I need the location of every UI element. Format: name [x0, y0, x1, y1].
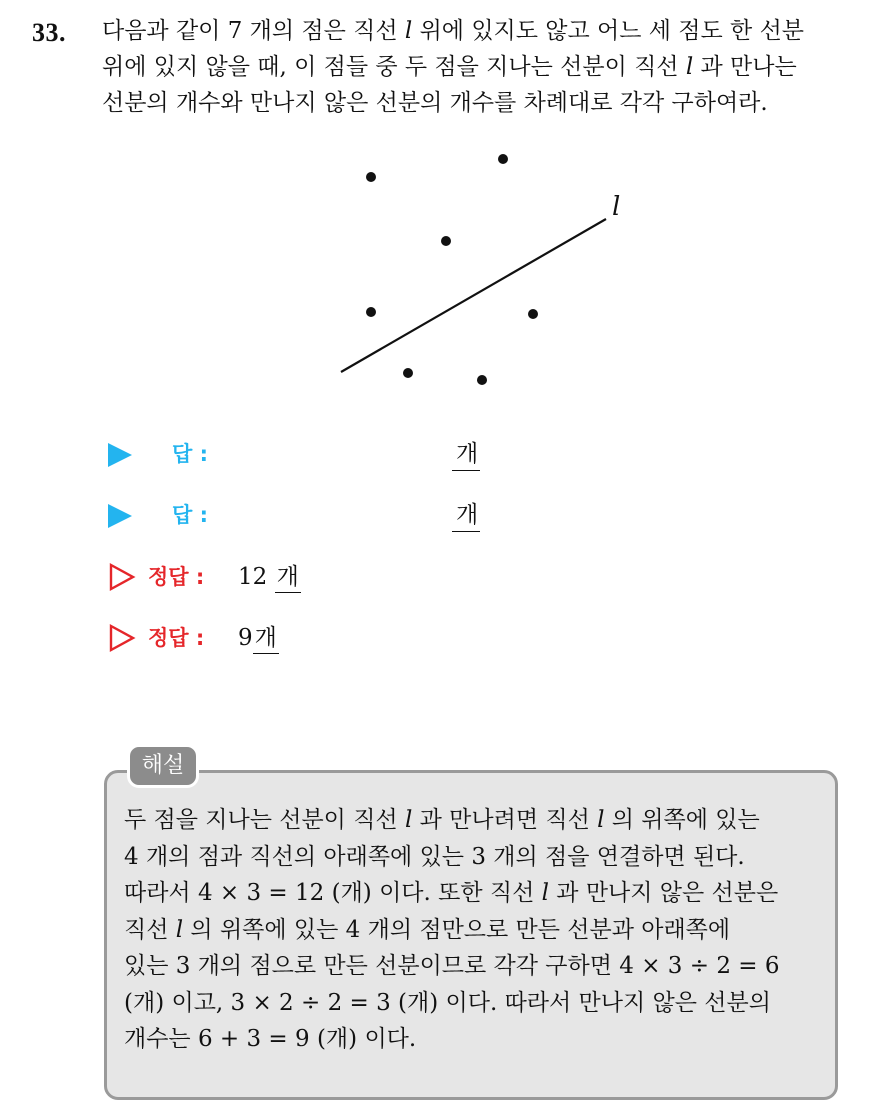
question-number: 33. — [32, 18, 66, 47]
line-symbol: l — [685, 54, 694, 80]
solution-line — [124, 948, 824, 985]
point — [441, 236, 451, 246]
question-text-segment: 위에 있지 않을 때, 이 점들 중 두 점을 지나는 선분이 직선 — [102, 54, 686, 80]
solution-text-segment: 따라서 4 × 3 = 12 (개) 이다. 또한 직선 — [124, 880, 542, 906]
solution-line — [124, 985, 824, 1022]
solution-text-segment: 있는 3 개의 점으로 만든 선분이므로 각각 구하면 4 × 3 ÷ 2 = 6 — [124, 953, 780, 979]
point — [498, 154, 508, 164]
correct-unit: 개 — [253, 625, 279, 654]
line-symbol: l — [404, 18, 413, 44]
answer-blank[interactable]: 개 — [452, 496, 480, 532]
point — [528, 309, 538, 319]
correct-value: 12 — [238, 564, 268, 590]
solution-line — [124, 802, 824, 839]
solution-line — [124, 1021, 824, 1058]
solution-text-segment: 의 위쪽에 있는 — [604, 807, 760, 833]
line-symbol: l — [597, 807, 605, 833]
correct-unit: 개 — [275, 564, 301, 593]
line-symbol: l — [541, 880, 549, 906]
solution-text-segment: 의 위쪽에 있는 4 개의 점만으로 만든 선분과 아래쪽에 — [183, 916, 731, 943]
solution-line — [124, 912, 824, 949]
point — [366, 172, 376, 182]
question-line — [102, 49, 870, 85]
solution-tab: 해설 — [127, 744, 199, 788]
question-line — [102, 85, 870, 121]
line-l-label: l — [612, 192, 621, 222]
solution-text-segment: 4 개의 점과 직선의 아래쪽에 있는 3 개의 점을 연결하면 된다. — [124, 843, 745, 870]
line-symbol: l — [404, 807, 413, 833]
point — [366, 307, 376, 317]
question-line — [102, 13, 870, 49]
outline-arrow-icon — [108, 623, 136, 653]
solution-line — [124, 875, 824, 912]
solution-text-segment: 두 점을 지나는 선분이 직선 — [124, 807, 405, 833]
point — [477, 375, 487, 385]
correct-answer — [238, 558, 301, 591]
question-text-segment: 선분의 개수와 만나지 않은 선분의 개수를 차례대로 각각 구하여라. — [102, 90, 768, 116]
answer-label: 답 : — [172, 442, 208, 466]
solution-text-segment: 개수는 6 + 3 = 9 (개) 이다. — [124, 1026, 417, 1052]
play-arrow-icon — [108, 443, 132, 467]
answer-label: 답 : — [172, 503, 208, 527]
solution-text-segment: 과 만나려면 직선 — [412, 807, 598, 833]
solution-text-segment: 과 만나지 않은 선분은 — [548, 880, 779, 906]
question-text — [102, 13, 870, 121]
line-l — [341, 219, 606, 372]
correct-label: 정답 : — [148, 565, 205, 589]
correct-answer — [238, 619, 279, 652]
question-text-segment: 위에 있지도 않고 어느 세 점도 한 선분 — [412, 18, 805, 44]
solution-text-segment: 직선 — [124, 916, 176, 943]
line-symbol: l — [175, 916, 184, 943]
play-arrow-icon — [108, 504, 132, 528]
solution-line — [124, 839, 824, 876]
answer-blank[interactable]: 개 — [452, 435, 480, 471]
outline-arrow-icon — [108, 562, 136, 592]
question-text-segment: 과 만나는 — [693, 54, 797, 80]
correct-value: 9 — [238, 625, 253, 651]
correct-label: 정답 : — [148, 626, 205, 650]
solution-text-segment: (개) 이고, 3 × 2 ÷ 2 = 3 (개) 이다. 따라서 만나지 않은 선분의 — [124, 989, 771, 1016]
point — [403, 368, 413, 378]
question-text-segment: 다음과 같이 7 개의 점은 직선 — [102, 18, 405, 44]
solution-text — [124, 802, 824, 1058]
